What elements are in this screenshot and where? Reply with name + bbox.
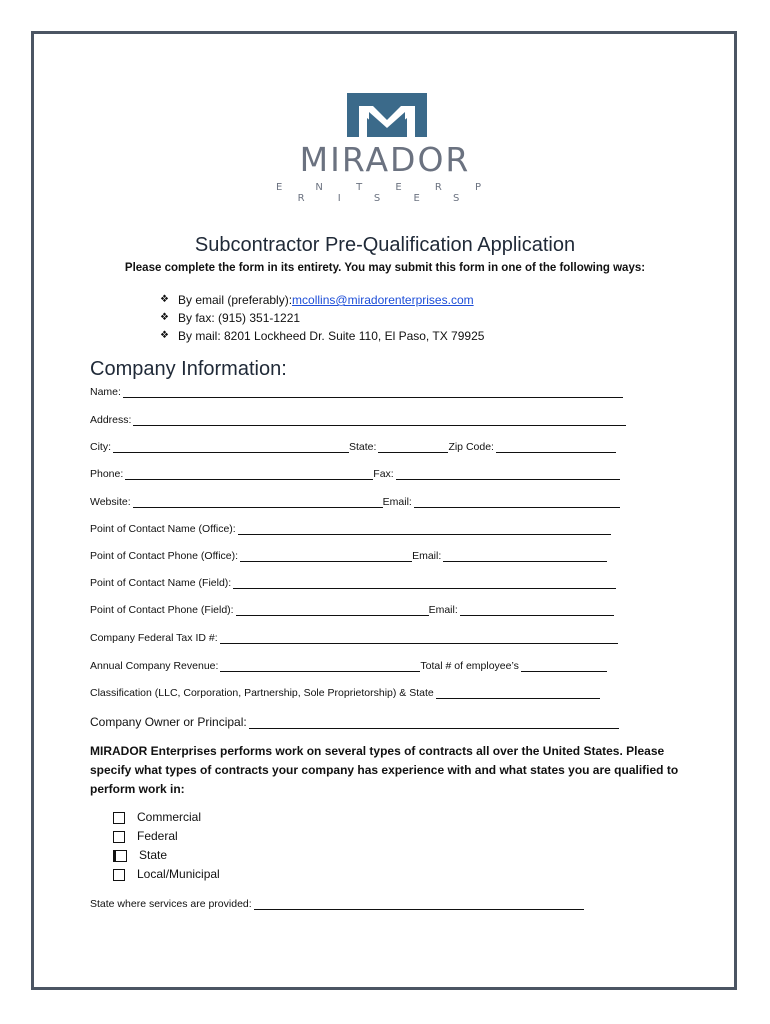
tax-id-input[interactable]	[220, 632, 618, 644]
logo-wordmark: MIRADOR	[299, 140, 471, 179]
checkbox-label: Local/Municipal	[137, 867, 220, 881]
contract-types-list	[113, 808, 220, 884]
classification-input[interactable]	[436, 687, 600, 699]
state-input[interactable]	[378, 441, 448, 453]
checkbox-label: State	[139, 848, 168, 862]
checkbox-label: Federal	[137, 829, 178, 843]
states-provided-label: State where services are provided:	[90, 898, 252, 910]
poc-phone-office-input[interactable]	[240, 550, 412, 562]
field-row-poc-name-field	[90, 577, 616, 589]
checkbox-commercial[interactable]	[113, 808, 220, 827]
phone-label: Phone:	[90, 468, 124, 480]
tax-id-label: Company Federal Tax ID #:	[90, 632, 218, 644]
poc-office-email-label: Email:	[412, 550, 442, 562]
city-input[interactable]	[113, 441, 349, 453]
poc-phone-office-label: Point of Contact Phone (Office):	[90, 550, 239, 562]
checkbox-local-municipal[interactable]	[113, 865, 220, 884]
field-row-poc-phone-field	[90, 604, 614, 616]
employees-input[interactable]	[521, 660, 607, 672]
owner-label: Company Owner or Principal:	[90, 715, 247, 729]
poc-name-field-input[interactable]	[233, 577, 616, 589]
name-label: Name:	[90, 386, 121, 398]
employees-label: Total # of employee’s	[420, 660, 519, 672]
city-label: City:	[90, 441, 111, 453]
zip-input[interactable]	[496, 441, 616, 453]
field-row-revenue	[90, 660, 607, 672]
checkbox-label: Commercial	[137, 810, 202, 824]
fax-label: Fax:	[373, 468, 394, 480]
email-label: Email:	[382, 496, 412, 508]
field-row-owner	[90, 715, 619, 729]
bullet-diamond-icon: ❖	[160, 330, 169, 341]
poc-phone-field-input[interactable]	[236, 604, 429, 616]
checkbox-state[interactable]	[113, 846, 220, 865]
poc-name-office-input[interactable]	[238, 523, 611, 535]
field-row-address	[90, 414, 626, 426]
checkbox-icon[interactable]	[113, 831, 125, 843]
state-label: State:	[349, 441, 377, 453]
submit-mail-text: By mail: 8201 Lockheed Dr. Suite 110, El Paso, TX 79925	[178, 329, 485, 343]
poc-name-field-label: Point of Contact Name (Field):	[90, 577, 232, 589]
address-input[interactable]	[133, 414, 626, 426]
submission-methods	[160, 291, 484, 345]
revenue-label: Annual Company Revenue:	[90, 660, 219, 672]
form-instructions: Please complete the form in its entirety. You may submit this form in one of the following ways:	[124, 262, 646, 274]
bullet-diamond-icon: ❖	[160, 294, 169, 305]
bullet-diamond-icon: ❖	[160, 312, 169, 323]
poc-name-office-label: Point of Contact Name (Office):	[90, 523, 236, 535]
phone-input[interactable]	[125, 468, 373, 480]
section-heading: Company Information:	[90, 358, 287, 380]
submit-email-label: By email (preferably):	[178, 293, 293, 307]
website-input[interactable]	[133, 496, 383, 508]
address-label: Address:	[90, 414, 132, 426]
logo-tagline: E N T E R P R I S E S	[275, 182, 497, 204]
checkbox-icon[interactable]	[113, 850, 127, 862]
contract-types-intro: MIRADOR Enterprises performs work on several types of contracts all over the United States. Please specify what types of contracts your company has experience with and what states you are qualified to perform work in:	[90, 744, 679, 796]
form-title: Subcontractor Pre-Qualification Application	[194, 234, 576, 256]
poc-phone-field-label: Point of Contact Phone (Field):	[90, 604, 234, 616]
field-row-website	[90, 496, 620, 508]
email-input[interactable]	[414, 496, 620, 508]
poc-field-email-input[interactable]	[460, 604, 614, 616]
checkbox-icon[interactable]	[113, 869, 125, 881]
submit-fax-text: By fax: (915) 351-1221	[178, 311, 301, 325]
field-row-states-provided	[90, 898, 584, 910]
website-label: Website:	[90, 496, 131, 508]
submit-email-item	[160, 291, 484, 309]
checkbox-federal[interactable]	[113, 827, 220, 846]
field-row-name	[90, 386, 623, 398]
revenue-input[interactable]	[220, 660, 420, 672]
poc-field-email-label: Email:	[428, 604, 458, 616]
states-provided-input[interactable]	[254, 898, 584, 910]
poc-office-email-input[interactable]	[443, 550, 607, 562]
field-row-city	[90, 441, 616, 453]
submit-fax-item	[160, 309, 484, 327]
field-row-classification	[90, 687, 600, 699]
field-row-poc-phone-office	[90, 550, 607, 562]
zip-label: Zip Code:	[448, 441, 494, 453]
classification-label: Classification (LLC, Corporation, Partnership, Sole Proprietorship) & State	[90, 687, 434, 699]
field-row-poc-name-office	[90, 523, 611, 535]
checkbox-icon[interactable]	[113, 812, 125, 824]
owner-input[interactable]	[249, 717, 619, 729]
field-row-tax-id	[90, 632, 618, 644]
name-input[interactable]	[123, 386, 623, 398]
fax-input[interactable]	[396, 468, 620, 480]
submit-mail-item	[160, 327, 484, 345]
field-row-phone	[90, 468, 620, 480]
email-link[interactable]: mcollins@miradorenterprises.com	[292, 293, 474, 307]
